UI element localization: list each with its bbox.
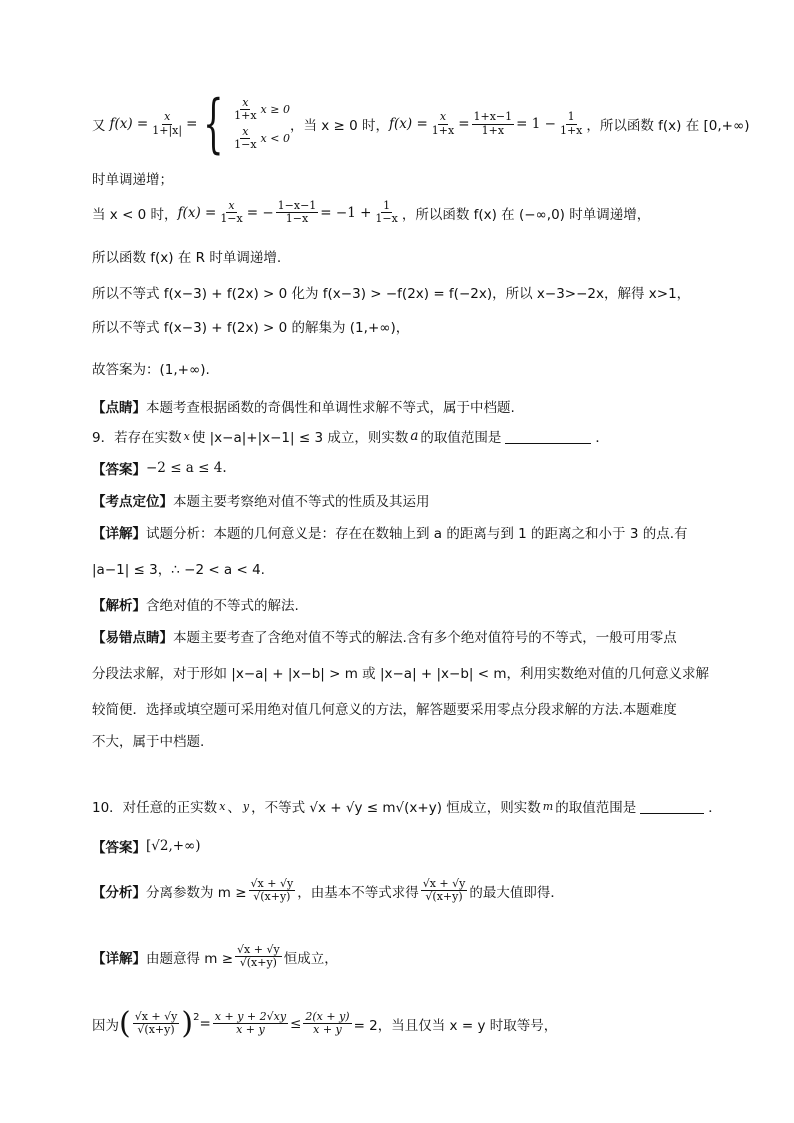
q9-yc-2 <box>92 662 709 682</box>
text: [√2,+∞) <box>146 838 201 854</box>
text: 试题分析：本题的几何意义是：存在在数轴上到 a 的距离与到 1 的距离之和小于 3 的点.有 <box>146 526 688 542</box>
text: ，当 x ≥ 0 时， <box>289 118 390 134</box>
text: 本题主要考察绝对值不等式的性质及其运用 <box>173 494 430 510</box>
text: 9．若存在实数 <box>92 430 182 446</box>
text: ，由基本不等式求得 <box>297 884 419 901</box>
q9-yc-1 <box>92 626 677 646</box>
answer-blank <box>505 429 591 444</box>
text: 10．对任意的正实数 <box>92 800 218 816</box>
q10-answer <box>92 836 201 856</box>
text: = 2，当且仅当 x = y 时取等号， <box>353 1017 558 1034</box>
q9-kp <box>92 490 430 510</box>
text: 的取值范围是 <box>420 430 502 446</box>
text: 使 |x−a|+|x−1| ≤ 3 成立，则实数 <box>191 430 409 446</box>
frac: $\frac{x}{1+x}$ <box>431 110 455 137</box>
p8-line-6 <box>92 316 409 336</box>
tag: 【详解】 <box>92 950 146 967</box>
p8-line-5 <box>92 282 690 302</box>
text: ，不等式 √x + √y ≤ m√(x+y) 恒成立，则实数 <box>251 800 541 816</box>
q10-last: 因为 ( $\frac{√x + √y}{√(x+y)}$ ) 2 = $\frac{x + y + 2√xy}{x + y}$ ≤ $\frac{2(x + y)}{x + y}$ = 2，当且仅当 x = y 时取等号， <box>92 1006 558 1041</box>
tag: 【易错点睛】 <box>92 630 173 646</box>
tag: 【点睛】 <box>92 400 146 416</box>
text: 本题主要考查了含绝对值不等式的解法.含有多个绝对值符号的不等式，一般可用零点 <box>173 630 677 646</box>
frac-x-over-1-abs: $\frac{x}{1+|x|}$ <box>152 110 183 137</box>
text: 、 <box>227 800 241 816</box>
text: ，所以函数 f(x) 在 (−∞,0) 时单调递增， <box>401 206 651 223</box>
q9-jx <box>92 594 299 614</box>
q9-yc-4 <box>92 730 204 750</box>
text: 分离参数为 m ≥ <box>146 884 247 901</box>
text: 较简便．选择或填空题可采用绝对值几何意义的方法，解答题要采用零点分段求解的方法.本题难度 <box>92 702 677 718</box>
tag: 【解析】 <box>92 598 146 614</box>
p8-line-8 <box>92 396 515 416</box>
q9-stem: 9．若存在实数 x 使 |x−a|+|x−1| ≤ 3 成立，则实数 a 的取值范围是 ． <box>92 428 609 446</box>
piecewise-cases: $\frac{x}{1+x}$ x ≥ 0 $\frac{x}{1-x}$ x < 0 <box>234 96 290 151</box>
text: ，所以函数 f(x) 在 [0,+∞) <box>586 118 750 134</box>
text: 所以不等式 f(x−3) + f(2x) > 0 化为 f(x−3) > −f(2x) = f(−2x)，所以 x−3>−2x，解得 x>1， <box>92 286 691 302</box>
q10-analysis: 【分析】 分离参数为 m ≥ $\frac{√x + √y}{√(x+y)}$ ，由基本不等式求得 $\frac{√x + √y}{√(x+y)}$ 的最大值即得． <box>92 877 564 904</box>
p8-line-4 <box>92 246 281 266</box>
q10-detail: 【详解】 由题意得 m ≥ $\frac{√x + √y}{√(x+y)}$ 恒成立， <box>92 943 338 970</box>
text: 所以函数 f(x) 在 R 时单调递增. <box>92 250 282 266</box>
text: 分段法求解，对于形如 |x−a| + |x−b| > m 或 |x−a| + |x−b| < m，利用实数绝对值的几何意义求解 <box>92 666 710 682</box>
text: 恒成立， <box>283 950 338 967</box>
tag: 【答案】 <box>92 462 146 478</box>
text: 因为 <box>92 1017 119 1034</box>
text: 所以不等式 f(x−3) + f(2x) > 0 的解集为 (1,+∞)， <box>92 320 410 336</box>
text: 本题考查根据函数的奇偶性和单调性求解不等式，属于中档题. <box>146 400 515 416</box>
tag: 【分析】 <box>92 884 146 901</box>
p8-line-3: 当 x < 0 时， f(x) = $\frac{x}{1-x}$ = − $\frac{1-x-1}{1-x}$ = −1 + $\frac{1}{1-x}$ ，所以函数 f(x) 在 (−∞,0) 时单调递增， <box>92 199 651 226</box>
tag: 【考点定位】 <box>92 494 173 510</box>
frac: $\frac{1}{1+x}$ <box>559 110 583 137</box>
text: 时单调递增； <box>92 172 173 188</box>
text: −2 ≤ a ≤ 4. <box>146 460 227 476</box>
text: |a−1| ≤ 3，∴ −2 < a < 4. <box>92 562 265 578</box>
p8-line-7 <box>92 358 210 378</box>
text: 的最大值即得． <box>469 884 564 901</box>
tag: 【答案】 <box>92 840 146 856</box>
q9-detail <box>92 522 688 542</box>
q9-detail-2 <box>92 558 265 578</box>
text: = 1 − <box>516 116 556 132</box>
q9-yc-3 <box>92 698 677 718</box>
text: 由题意得 m ≥ <box>146 950 234 967</box>
q9-answer <box>92 458 227 478</box>
q10-stem: 10．对任意的正实数 x 、 y ，不等式 √x + √y ≤ m√(x+y) 恒成立，则实数 m 的取值范围是 ． <box>92 796 722 816</box>
text: 当 x < 0 时， <box>92 206 178 223</box>
tag: 【详解】 <box>92 526 146 542</box>
text: 不大，属于中档题. <box>92 734 205 750</box>
text: 又 <box>92 118 106 134</box>
text: 的取值范围是 <box>555 800 637 816</box>
text: 含绝对值的不等式的解法. <box>146 598 299 614</box>
p8-line-2 <box>92 168 173 188</box>
brace: { <box>203 87 224 161</box>
p8-line-1: 又 f(x) = $\frac{x}{1+|x|}$ = { $\frac{x}{1+x}$ x ≥ 0 $\frac{x}{1-x}$ x < 0 ，当 x ≥ 0 时， f(x) = $\frac{x}{1+x}$ = $\frac{1+x-1}{1+x}$ = 1 − $\frac{1}{1+x}$ ，所以函数 f(x) 在 [0,+∞) <box>92 87 750 161</box>
text: 故答案为：(1,+∞). <box>92 362 210 378</box>
frac: $\frac{1+x-1}{1+x}$ <box>473 110 513 137</box>
answer-blank <box>640 799 704 814</box>
fx-def: f(x) = <box>109 116 149 132</box>
text: = −1 + <box>320 204 372 221</box>
